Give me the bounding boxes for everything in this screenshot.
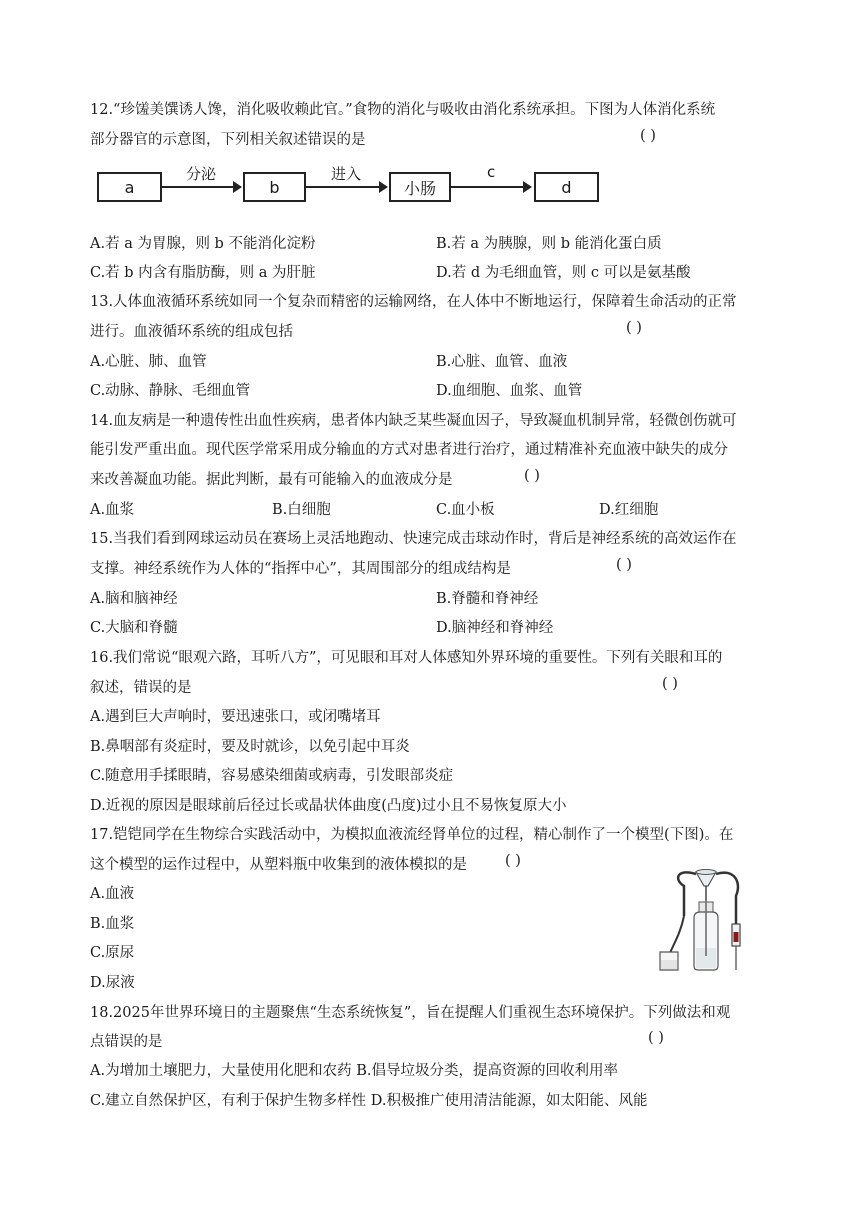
q14-option-c: C.血小板 xyxy=(436,502,495,518)
q12-option-d: D.若 d 为毛细血管，则 c 可以是氨基酸 xyxy=(436,265,691,281)
q17-option-a: A.血液 xyxy=(90,886,135,902)
q14-stem-line3: 来改善凝血功能。据此判断，最有可能输入的血液成分是 xyxy=(90,472,453,488)
diagram-label-c: c xyxy=(487,163,496,181)
q15-option-b: B.脊髓和脊神经 xyxy=(436,591,539,607)
q17-stem-line1: 17.铠铠同学在生物综合实践活动中，为模拟血液流经肾单位的过程，精心制作了一个模型(下图)。在 xyxy=(90,827,734,843)
q13-option-d: D.血细胞、血浆、血管 xyxy=(436,383,583,399)
q12-stem-line1: 12.“珍馐美馔诱人馋，消化吸收赖此官。”食物的消化与吸收由消化系统承担。下图为人体消化系统 xyxy=(90,102,716,118)
q15-stem-line1: 15.当我们看到网球运动员在赛场上灵活地跑动、快速完成击球动作时，背后是神经系统的高效运作在 xyxy=(90,531,737,547)
q16-option-d: D.近视的原因是眼球前后径过长或晶状体曲度(凸度)过小且不易恢复原大小 xyxy=(90,798,567,814)
q14-stem-line2: 能引发严重出血。现代医学常采用成分输血的方式对患者进行治疗，通过精准补充血液中缺失的成分 xyxy=(90,442,728,458)
q17-option-d: D.尿液 xyxy=(90,975,135,991)
q16-answer-blank: ( ) xyxy=(662,676,678,692)
q17-option-c: C.原尿 xyxy=(90,945,135,961)
q12-answer-blank: ( ) xyxy=(640,128,656,144)
diagram-box-small-intestine: 小肠 xyxy=(389,172,451,202)
q12-option-a: A.若 a 为胃腺，则 b 不能消化淀粉 xyxy=(90,236,316,252)
q14-answer-blank: ( ) xyxy=(524,468,540,484)
q16-stem-line1: 16.我们常说“眼观六路，耳听八方”，可见眼和耳对人体感知外界环境的重要性。下列有关眼和耳的 xyxy=(90,650,723,666)
q15-answer-blank: ( ) xyxy=(616,557,632,573)
q14-stem-line1: 14.血友病是一种遗传性出血性疾病，患者体内缺乏某些凝血因子，导致凝血机制异常，轻微创伤就可 xyxy=(90,413,737,429)
q12-option-b: B.若 a 为胰腺，则 b 能消化蛋白质 xyxy=(436,236,662,252)
q14-option-b: B.白细胞 xyxy=(272,502,331,518)
q16-option-a: A.遇到巨大声响时，要迅速张口，或闭嘴堵耳 xyxy=(90,709,381,725)
diagram-arrow-b-intestine xyxy=(306,186,386,188)
q12-stem-line2: 部分器官的示意图，下列相关叙述错误的是 xyxy=(90,132,366,148)
q14-option-d: D.红细胞 xyxy=(599,502,659,518)
q15-option-d: D.脑神经和脊神经 xyxy=(436,620,554,636)
q13-option-a: A.心脏、肺、血管 xyxy=(90,354,207,370)
q18-stem-line1: 18.2025年世界环境日的主题聚焦“生态系统恢复”，旨在提醒人们重视生态环境保护。下列做法和观 xyxy=(90,1005,731,1021)
q13-stem-line1: 13.人体血液循环系统如同一个复杂而精密的运输网络，在人体中不断地运行，保障着生命活动的正常 xyxy=(90,294,737,310)
diagram-box-b: b xyxy=(243,172,306,202)
q17-option-b: B.血浆 xyxy=(90,916,135,932)
diagram-box-a: a xyxy=(97,172,162,202)
q17-answer-blank: ( ) xyxy=(505,853,521,869)
q13-answer-blank: ( ) xyxy=(626,320,642,336)
diagram-label-secrete: 分泌 xyxy=(186,165,217,183)
outlet-tube xyxy=(716,873,738,924)
q18-option-ab: A.为增加土壤肥力，大量使用化肥和农药 B.倡导垃圾分类，提高资源的回收利用率 xyxy=(90,1063,618,1079)
q15-stem-line2: 支撑。神经系统作为人体的“指挥中心”，其周围部分的组成结构是 xyxy=(90,561,511,577)
diagram-box-d: d xyxy=(534,172,599,202)
inlet-tube xyxy=(678,872,696,916)
q13-option-b: B.心脏、血管、血液 xyxy=(436,354,568,370)
q13-stem-line2: 进行。血液循环系统的组成包括 xyxy=(90,324,293,340)
q13-option-c: C.动脉、静脉、毛细血管 xyxy=(90,383,251,399)
q18-stem-line2: 点错误的是 xyxy=(90,1034,163,1050)
q14-option-a: A.血浆 xyxy=(90,502,135,518)
kidney-model-figure xyxy=(656,862,756,974)
diagram-arrow-intestine-d xyxy=(451,186,530,188)
diagram-arrow-a-b xyxy=(162,186,240,188)
q16-stem-line2: 叙述，错误的是 xyxy=(90,680,192,696)
q16-option-b: B.鼻咽部有炎症时，要及时就诊，以免引起中耳炎 xyxy=(90,739,410,755)
q18-option-cd: C.建立自然保护区，有利于保护生物多样性 D.积极推广使用清洁能源，如太阳能、风能 xyxy=(90,1093,648,1109)
q15-option-c: C.大脑和脊髓 xyxy=(90,620,178,636)
diagram-label-enter: 进入 xyxy=(331,165,362,183)
q16-option-c: C.随意用手揉眼睛，容易感染细菌或病毒，引发眼部炎症 xyxy=(90,768,454,784)
q18-answer-blank: ( ) xyxy=(648,1030,664,1046)
q17-stem-line2: 这个模型的运作过程中，从塑料瓶中收集到的液体模拟的是 xyxy=(90,857,467,873)
q15-option-a: A.脑和脑神经 xyxy=(90,591,178,607)
q12-option-c: C.若 b 内含有脂肪酶，则 a 为肝脏 xyxy=(90,265,316,281)
